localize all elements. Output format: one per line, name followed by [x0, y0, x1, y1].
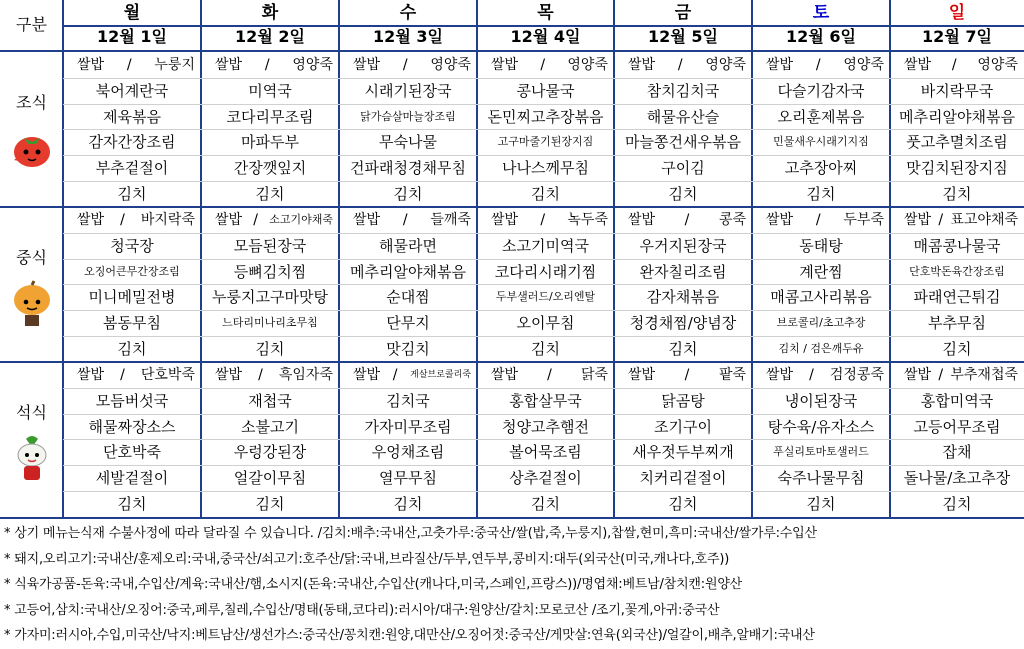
separator: / [540, 57, 546, 73]
row-divider [63, 25, 1024, 27]
notes-section [0, 521, 1024, 649]
menu-item: 소불고기 [241, 417, 299, 436]
menu-item: 김치 [393, 495, 423, 513]
row-gridline [63, 233, 1024, 234]
porridge-item: 팥죽 [718, 367, 746, 383]
day-date: 12월 5일 [648, 27, 718, 46]
menu-item: 탕수육/유자소스 [767, 417, 875, 436]
menu-item: 고등어무조림 [913, 417, 1001, 436]
day-date: 12월 7일 [922, 27, 992, 46]
rice-porridge-cell [201, 362, 339, 388]
rice-item: 쌀밥 [491, 367, 519, 383]
menu-item: 순대찜 [386, 288, 430, 307]
porridge-item: 검정콩죽 [829, 367, 884, 383]
day-name: 수 [399, 3, 417, 23]
rice-item: 쌀밥 [904, 367, 932, 383]
menu-item: 잡채 [942, 443, 972, 462]
menu-item: 청경채찜/양념장 [629, 314, 737, 333]
rice-porridge-cell [614, 52, 752, 78]
separator: / [938, 367, 944, 383]
menu-item: 누룽지고구마맛탕 [212, 288, 328, 307]
menu-item: 재첩국 [248, 391, 292, 410]
row-gridline [63, 439, 1024, 440]
menu-item: 돌나물/초고추장 [903, 469, 1011, 488]
menu-item: 닭곰탕 [661, 391, 705, 410]
day-date: 12월 4일 [510, 27, 581, 46]
porridge-item: 영양죽 [430, 57, 471, 73]
menu-item: 시래기된장국 [364, 81, 452, 100]
menu-item: 김치 [531, 495, 560, 513]
row-gridline [63, 310, 1024, 311]
rice-porridge-cell [339, 362, 477, 388]
rice-item: 쌀밥 [904, 212, 932, 228]
menu-item: 등뼈김치찜 [233, 262, 307, 281]
menu-item: 감자간장조림 [88, 133, 176, 152]
menu-item: 코다리시래기찜 [494, 262, 597, 281]
menu-item: 건파래청경채무침 [350, 159, 466, 178]
separator: / [126, 57, 132, 73]
menu-item: 김치 [117, 495, 147, 513]
rice-porridge-cell [890, 362, 1024, 388]
menu-item: 마늘쫑건새우볶음 [625, 133, 741, 152]
rice-item: 쌀밥 [353, 367, 381, 383]
porridge-item: 영양죽 [843, 57, 884, 73]
menu-item: 김치 [255, 185, 285, 203]
menu-item: 메추리알야채볶음 [899, 107, 1015, 126]
note-line: * 가자미:러시아,수입,미국산/낙지:베트남산/생선가스:중국산/꽁치캔:원양,대만산/오징어젓:중국산/게맛살:연육(외국산)/얼갈이,배추,알배기:국내산 [4, 628, 815, 644]
rice-porridge-cell [201, 52, 339, 78]
day-date: 12월 1일 [97, 27, 167, 46]
menu-item: 오이무침 [516, 314, 575, 333]
menu-item: 다슬기감자국 [777, 81, 865, 100]
rice-porridge-cell [63, 207, 201, 233]
row-gridline [63, 129, 1024, 130]
menu-item: 치커리겉절이 [639, 469, 727, 488]
row-divider [0, 361, 1024, 363]
rice-item: 쌀밥 [491, 57, 519, 73]
menu-item: 조기구이 [654, 417, 712, 436]
separator: / [120, 367, 125, 383]
row-gridline [63, 155, 1024, 156]
menu-item: 고추장아찌 [784, 159, 858, 178]
row-divider [0, 50, 1024, 52]
menu-item: 콩나물국 [516, 81, 575, 100]
menu-item: 해물유산슬 [646, 107, 720, 126]
porridge-item: 단호박죽 [140, 367, 195, 383]
menu-item: 볼어묵조림 [509, 443, 582, 462]
menu-item: 두부샐러드/오리엔탈 [495, 290, 596, 304]
rice-porridge-cell [752, 207, 890, 233]
menu-item: 구이김 [661, 159, 705, 178]
note-line: * 고등어,삼치:국내산/오징어:중국,페루,칠레,수입산/명태(동태,코다리):러시아/대구:원양산/갈치:모로코산 /조기,꽃게,아귀:중국산 [4, 602, 720, 618]
menu-item: 오징어큰무간장조림 [84, 264, 180, 278]
menu-item: 김치 [942, 185, 972, 203]
rice-porridge-cell [614, 207, 752, 233]
separator: / [392, 367, 398, 383]
menu-item: 돈민찌고추장볶음 [487, 107, 604, 126]
menu-item: 북어계란국 [95, 81, 169, 100]
note-line: * 상기 메뉴는식재 수불사정에 따라 달라질 수 있습니다. /김치:배추:국내산,고춧가루:중국산/쌀(밥,죽,누룽지),찹쌀,현미,흑미:국내산/쌀가루:수입산 [4, 526, 817, 541]
porridge-item: 영양죽 [567, 57, 608, 73]
menu-item: 감자채볶음 [646, 288, 720, 307]
menu-item: 나나스께무침 [502, 159, 589, 178]
menu-item: 세발겉절이 [95, 469, 169, 488]
rice-porridge-cell [63, 52, 201, 78]
day-name: 화 [261, 3, 279, 23]
separator: / [264, 57, 270, 73]
menu-item: 마파두부 [241, 133, 299, 152]
separator: / [809, 367, 814, 383]
menu-item: 파래연근튀김 [913, 288, 1001, 307]
rice-porridge-cell [339, 207, 477, 233]
meal-label: 조식 [16, 93, 47, 112]
menu-item: 해물라면 [379, 236, 437, 255]
separator: / [402, 212, 408, 228]
menu-item: 숙주나물무침 [777, 469, 865, 488]
menu-item: 단호박돈육간장조림 [909, 264, 1005, 278]
menu-item: 김치 [668, 340, 698, 358]
tomato-mascot-icon [6, 122, 58, 174]
row-gridline [63, 414, 1024, 415]
rice-item: 쌀밥 [353, 57, 381, 73]
rice-porridge-cell [890, 52, 1024, 78]
menu-item: 열무무침 [379, 469, 437, 488]
menu-item: 코다리무조림 [226, 107, 314, 126]
menu-item: 김치 [942, 495, 972, 513]
porridge-item: 바지락죽 [140, 212, 195, 228]
porridge-item: 표고야채죽 [950, 212, 1018, 228]
menu-item: 상추겉절이 [509, 469, 582, 488]
menu-item: 단무지 [386, 314, 430, 333]
porridge-item: 닭죽 [580, 367, 608, 383]
rice-item: 쌀밥 [766, 367, 794, 383]
menu-item: 김치 [255, 340, 285, 358]
menu-item: 김치 [806, 185, 836, 203]
row-gridline [63, 284, 1024, 285]
row-gridline [63, 259, 1024, 260]
meal-label: 석식 [16, 403, 47, 422]
meal-label: 중식 [16, 248, 47, 267]
separator: / [258, 367, 263, 383]
separator: / [547, 367, 552, 383]
menu-item: 김치 [668, 185, 698, 203]
menu-item: 브로콜리/초고추장 [776, 316, 866, 330]
menu-item: 푸실리토마토샐러드 [773, 445, 869, 459]
row-gridline [63, 388, 1024, 389]
menu-item: 풋고추멸치조림 [906, 133, 1008, 152]
menu-item: 모듬버섯국 [95, 391, 169, 410]
day-date: 12월 3일 [373, 27, 443, 46]
row-divider [0, 517, 1024, 519]
menu-item: 김치국 [386, 391, 430, 410]
rice-porridge-cell [752, 362, 890, 388]
menu-item: 부추겉절이 [95, 159, 169, 178]
menu-item: 김치 [117, 185, 147, 203]
separator: / [951, 57, 957, 73]
separator: / [684, 367, 690, 383]
rice-item: 쌀밥 [766, 57, 794, 73]
menu-item: 청국장 [110, 236, 154, 255]
rice-item: 쌀밥 [766, 212, 794, 228]
note-line: * 돼지,오리고기:국내산/훈제오리:국내,중국산/쇠고기:호주산/닭:국내,브라질산/두부,연두부,콩비지:대두(외국산(미국,캐나다,호주)) [4, 551, 730, 567]
menu-item: 김치 [668, 495, 698, 513]
menu-item: 바지락무국 [920, 81, 994, 100]
porridge-item: 누룽지 [154, 57, 195, 73]
menu-item: 새우젓두부찌개 [632, 443, 734, 462]
rice-item: 쌀밥 [77, 367, 105, 383]
row-gridline [63, 181, 1024, 182]
rice-item: 쌀밥 [215, 212, 243, 228]
porridge-item: 게살브로콜리죽 [410, 370, 471, 380]
porridge-item: 소고기야채죽 [269, 213, 333, 226]
menu-item: 김치 [942, 340, 972, 358]
menu-item: 고구마줄기된장지짐 [497, 135, 594, 149]
porridge-item: 들깨죽 [430, 212, 471, 228]
day-name: 일 [948, 3, 966, 23]
rice-porridge-cell [890, 207, 1024, 233]
menu-item: 동태탕 [799, 236, 843, 255]
rice-item: 쌀밥 [215, 57, 243, 73]
rice-item: 쌀밥 [215, 367, 243, 383]
gubun-header: 구분 [16, 15, 47, 34]
menu-item: 우엉채조림 [371, 443, 445, 462]
menu-item: 해물짜장소스 [88, 417, 176, 436]
separator: / [684, 212, 690, 228]
rice-item: 쌀밥 [77, 57, 105, 73]
menu-item: 미역국 [248, 81, 292, 100]
day-name: 목 [537, 3, 554, 23]
menu-item: 계란찜 [799, 262, 843, 281]
porridge-item: 콩죽 [718, 212, 746, 228]
menu-item: 홍합미역국 [920, 391, 994, 410]
row-gridline [63, 465, 1024, 466]
row-gridline [63, 78, 1024, 79]
menu-item: 김치 [255, 495, 285, 513]
menu-item: 홍합살무국 [509, 391, 582, 410]
porridge-item: 두부죽 [843, 212, 884, 228]
menu-item: 민물새우시래기지짐 [773, 135, 869, 149]
porridge-item: 영양죽 [977, 57, 1018, 73]
menu-item: 김치 [531, 340, 560, 358]
day-date: 12월 6일 [786, 27, 856, 46]
rice-item: 쌀밥 [491, 212, 519, 228]
menu-item: 김치 [531, 185, 560, 203]
menu-item: 김치 / 검은깨두유 [778, 342, 864, 355]
separator: / [677, 57, 683, 73]
day-name: 금 [674, 3, 692, 23]
menu-item: 매콤콩나물국 [913, 236, 1001, 255]
radish-mascot-icon [6, 433, 58, 485]
porridge-item: 영양죽 [705, 57, 746, 73]
porridge-item: 부추재첩죽 [950, 367, 1018, 383]
separator: / [938, 212, 944, 228]
separator: / [120, 212, 125, 228]
menu-item: 느타리미나리초무침 [222, 316, 318, 330]
menu-item: 맛김치된장지짐 [906, 159, 1008, 178]
porridge-item: 녹두죽 [567, 212, 608, 228]
row-gridline [63, 336, 1024, 337]
menu-item: 가자미무조림 [364, 417, 452, 436]
menu-item: 모듬된장국 [233, 236, 307, 255]
rice-porridge-cell [339, 52, 477, 78]
separator: / [402, 57, 408, 73]
menu-item: 부추무침 [928, 314, 986, 333]
menu-item: 소고기미역국 [502, 236, 589, 255]
menu-item: 김치 [117, 340, 147, 358]
menu-item: 간장깻잎지 [233, 159, 307, 178]
menu-item: 김치 [806, 495, 836, 513]
day-name: 토 [812, 3, 830, 23]
rice-item: 쌀밥 [904, 57, 932, 73]
rice-porridge-cell [477, 52, 614, 78]
rice-item: 쌀밥 [628, 57, 656, 73]
rice-item: 쌀밥 [353, 212, 381, 228]
menu-item: 제육볶음 [103, 107, 161, 126]
menu-item: 얼갈이무침 [233, 469, 307, 488]
row-divider [0, 206, 1024, 208]
rice-item: 쌀밥 [628, 212, 656, 228]
menu-item: 냉이된장국 [784, 391, 858, 410]
menu-item: 청양고추햄전 [502, 417, 589, 436]
rice-porridge-cell [477, 362, 614, 388]
menu-item: 봄동무침 [103, 314, 161, 333]
separator: / [253, 212, 258, 228]
menu-item: 우거지된장국 [639, 236, 727, 255]
rice-item: 쌀밥 [628, 367, 656, 383]
menu-item: 무숙나물 [379, 133, 437, 152]
day-name: 월 [123, 3, 141, 23]
rice-porridge-cell [752, 52, 890, 78]
row-gridline [63, 491, 1024, 492]
menu-item: 김치 [393, 185, 423, 203]
rice-porridge-cell [477, 207, 614, 233]
note-line: * 식육가공품-돈육:국내,수입산/계육:국내산/햄,소시지(돈육:국내산,수입산(캐나다,미국,스페인,프랑스))/명엽채:베트남/참치캔:원양산 [4, 577, 743, 593]
separator: / [815, 57, 821, 73]
pumpkin-mascot-icon [6, 278, 58, 330]
menu-item: 닭가슴살마늘장조림 [360, 109, 456, 123]
row-gridline [63, 104, 1024, 105]
menu-item: 메추리알야채볶음 [350, 262, 466, 281]
rice-porridge-cell [63, 362, 201, 388]
menu-item: 매콤고사리볶음 [770, 288, 872, 307]
separator: / [540, 212, 546, 228]
porridge-item: 영양죽 [292, 57, 333, 73]
day-date: 12월 2일 [235, 27, 305, 46]
rice-porridge-cell [614, 362, 752, 388]
rice-item: 쌀밥 [77, 212, 105, 228]
porridge-item: 흑임자죽 [278, 367, 333, 383]
menu-item: 미니메밀전병 [88, 288, 176, 307]
menu-item: 우렁강된장 [233, 443, 307, 462]
menu-item: 참치김치국 [646, 81, 720, 100]
menu-item: 완자칠리조림 [639, 262, 727, 281]
rice-porridge-cell [201, 207, 339, 233]
menu-item: 단호박죽 [103, 443, 161, 462]
separator: / [815, 212, 821, 228]
menu-item: 맛김치 [386, 340, 430, 358]
menu-item: 오리훈제볶음 [777, 107, 865, 126]
